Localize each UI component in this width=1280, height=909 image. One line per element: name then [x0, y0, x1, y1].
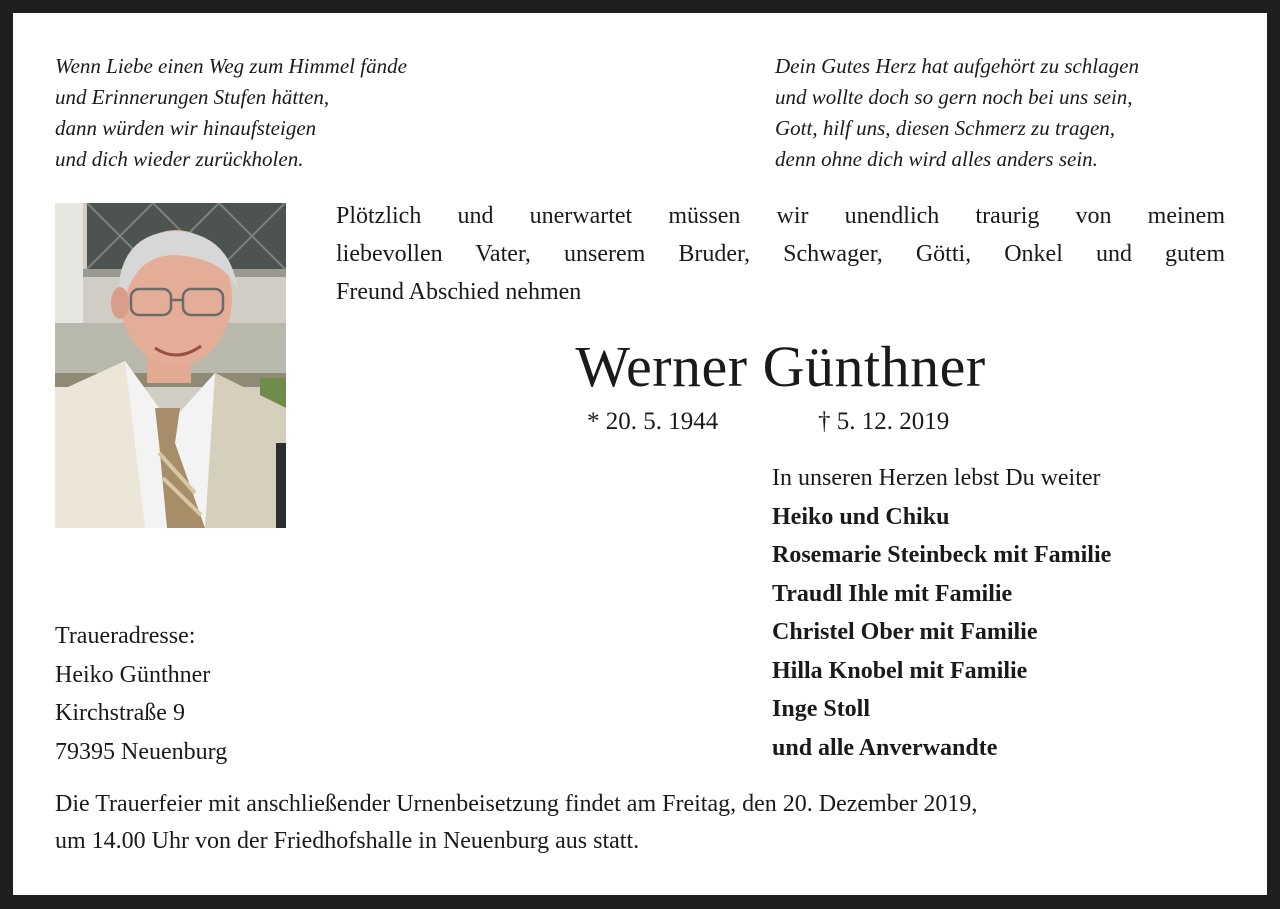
poem-line: und wollte doch so gern noch bei uns sein,	[775, 85, 1133, 109]
mourner-name: Rosemarie Steinbeck mit Familie	[772, 542, 1112, 568]
birth-date: * 20. 5. 1944	[587, 408, 719, 435]
ceremony-line: Die Trauerfeier mit anschließender Urnenbeisetzung findet am Freitag, den 20. Dezember 2019,	[55, 791, 978, 817]
mourner-name: Traudl Ihle mit Familie	[772, 580, 1013, 607]
mourner-name: und alle Anverwandte	[772, 734, 998, 761]
portrait-illustration	[55, 203, 286, 528]
death-date: † 5. 12. 2019	[818, 408, 950, 435]
intro-line: Plötzlich und unerwartet müssen wir unendlich traurig von meinem	[336, 203, 1225, 229]
poem-line: Dein Gutes Herz hat aufgehört zu schlagen	[775, 54, 1139, 78]
obituary-card	[13, 13, 1267, 895]
poem-line: denn ohne dich wird alles anders sein.	[775, 147, 1098, 171]
deceased-name: Werner Günthner	[575, 334, 986, 399]
poem-line: Gott, hilf uns, diesen Schmerz zu tragen,	[775, 116, 1116, 140]
poem-line: dann würden wir hinaufsteigen	[55, 116, 317, 140]
mourner-name: Christel Ober mit Familie	[772, 619, 1038, 645]
address-label: Traueradresse:	[55, 623, 196, 649]
mourner-name: Hilla Knobel mit Familie	[772, 657, 1028, 684]
intro-line: Freund Abschied nehmen	[336, 279, 582, 305]
poem-line: und dich wieder zurückholen.	[55, 147, 304, 171]
address-name: Heiko Günthner	[55, 661, 211, 688]
poem-line: Wenn Liebe einen Weg zum Himmel fände	[55, 54, 407, 78]
intro-text	[336, 197, 1225, 311]
poem-left	[55, 51, 407, 175]
address-city: 79395 Neuenburg	[55, 738, 228, 765]
portrait-photo	[55, 203, 286, 528]
mourners-list	[772, 459, 1111, 767]
address-street: Kirchstraße 9	[55, 700, 185, 726]
poem-right	[775, 51, 1139, 175]
poem-line: und Erinnerungen Stufen hätten,	[55, 85, 330, 109]
mourner-name: Heiko und Chiku	[772, 503, 950, 530]
ceremony-notice	[55, 786, 1225, 860]
mourning-address	[55, 617, 227, 771]
intro-line: liebevollen Vater, unserem Bruder, Schwager, Götti, Onkel und gutem	[336, 241, 1225, 267]
mourner-name: Inge Stoll	[772, 696, 871, 722]
mourners-lead: In unseren Herzen lebst Du weiter	[772, 465, 1101, 491]
ceremony-line: um 14.00 Uhr von der Friedhofshalle in Neuenburg aus statt.	[55, 828, 640, 854]
